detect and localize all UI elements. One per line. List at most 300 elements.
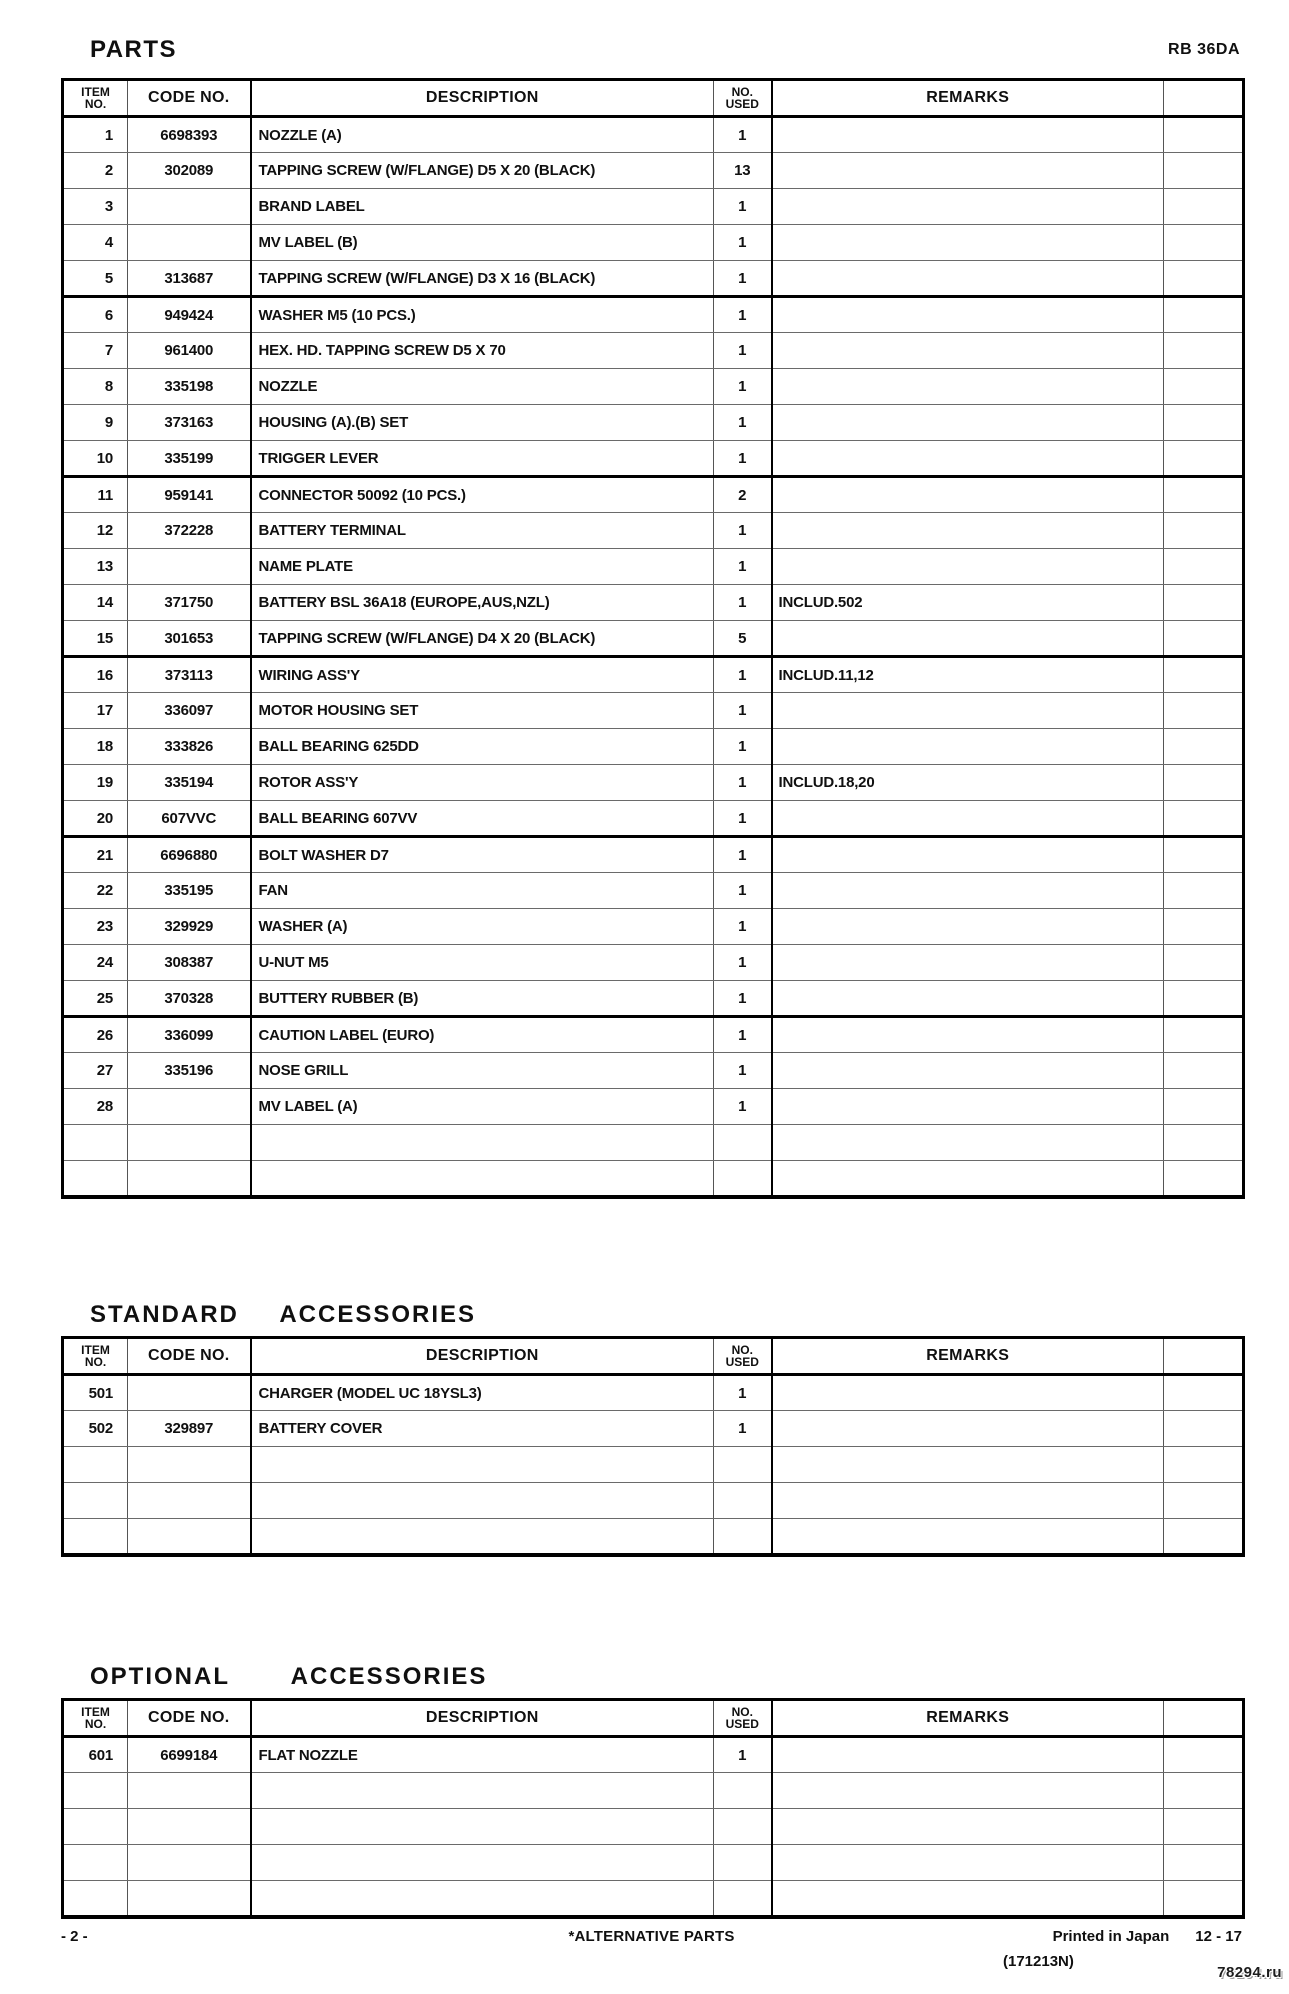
table-row	[63, 153, 1244, 189]
extra-cell	[1164, 801, 1244, 837]
item-cell: 10	[63, 441, 128, 477]
used-cell: 1	[714, 369, 772, 405]
item-cell: 502	[63, 1411, 128, 1447]
extra-header	[1164, 1338, 1244, 1375]
item-cell: 14	[63, 585, 128, 621]
table-row	[63, 549, 1244, 585]
item-cell: 2	[63, 153, 128, 189]
desc-cell: MOTOR HOUSING SET	[251, 693, 714, 729]
code-cell	[128, 1161, 251, 1197]
used-header-line2: USED	[725, 1355, 759, 1369]
desc-cell	[251, 1809, 714, 1845]
description-header: DESCRIPTION	[251, 1338, 714, 1375]
desc-cell: NOZZLE (A)	[251, 117, 714, 153]
code-cell: 329897	[128, 1411, 251, 1447]
desc-cell: TRIGGER LEVER	[251, 441, 714, 477]
code-cell: 336097	[128, 693, 251, 729]
page-title: PARTS	[90, 36, 178, 63]
table-row	[63, 909, 1244, 945]
extra-cell	[1164, 549, 1244, 585]
code-cell: 335199	[128, 441, 251, 477]
desc-cell: MV LABEL (B)	[251, 225, 714, 261]
code-cell	[128, 1773, 251, 1809]
code-cell	[128, 1483, 251, 1519]
remarks-cell	[772, 261, 1164, 297]
code-cell: 607VVC	[128, 801, 251, 837]
table-row	[63, 1411, 1244, 1447]
code-cell: 335194	[128, 765, 251, 801]
remarks-cell	[772, 477, 1164, 513]
used-header-line2: USED	[725, 1717, 759, 1731]
used-header-line1: NO.	[731, 84, 753, 99]
item-cell	[63, 1161, 128, 1197]
used-cell	[714, 1809, 772, 1845]
table-row	[63, 297, 1244, 333]
table-row	[63, 477, 1244, 513]
used-cell: 1	[714, 981, 772, 1017]
code-cell: 335198	[128, 369, 251, 405]
remarks-cell	[772, 153, 1164, 189]
used-header-line1: NO.	[731, 1704, 753, 1719]
item-cell: 16	[63, 657, 128, 693]
desc-cell: CONNECTOR 50092 (10 PCS.)	[251, 477, 714, 513]
table-row	[63, 945, 1244, 981]
desc-cell: WASHER (A)	[251, 909, 714, 945]
header-row	[63, 1700, 1244, 1737]
item-cell	[63, 1519, 128, 1555]
header-row	[63, 80, 1244, 117]
optional-table-header	[63, 1700, 1244, 1737]
remarks-cell	[772, 693, 1164, 729]
used-cell: 1	[714, 729, 772, 765]
table-row	[63, 981, 1244, 1017]
used-cell	[714, 1483, 772, 1519]
used-cell	[714, 1773, 772, 1809]
remarks-cell	[772, 117, 1164, 153]
table-row	[63, 441, 1244, 477]
remarks-cell	[772, 873, 1164, 909]
used-cell: 1	[714, 189, 772, 225]
used-cell	[714, 1845, 772, 1881]
desc-cell: NOZZLE	[251, 369, 714, 405]
code-cell: 373163	[128, 405, 251, 441]
code-cell	[128, 1375, 251, 1411]
remarks-cell: INCLUD.18,20	[772, 765, 1164, 801]
used-cell: 1	[714, 333, 772, 369]
desc-cell: BOLT WASHER D7	[251, 837, 714, 873]
item-cell: 25	[63, 981, 128, 1017]
used-cell: 5	[714, 621, 772, 657]
extra-cell	[1164, 945, 1244, 981]
optional-accessories-title: OPTIONAL ACCESSORIES	[90, 1663, 488, 1690]
extra-cell	[1164, 1411, 1244, 1447]
used-cell: 1	[714, 765, 772, 801]
used-cell: 1	[714, 117, 772, 153]
table-row	[63, 225, 1244, 261]
used-cell: 1	[714, 1375, 772, 1411]
desc-cell: NOSE GRILL	[251, 1053, 714, 1089]
item-cell: 11	[63, 477, 128, 513]
table-row	[63, 621, 1244, 657]
extra-cell	[1164, 153, 1244, 189]
item-cell: 19	[63, 765, 128, 801]
item-cell	[63, 1773, 128, 1809]
code-cell: 371750	[128, 585, 251, 621]
item-cell: 20	[63, 801, 128, 837]
table-row	[63, 765, 1244, 801]
item-cell: 13	[63, 549, 128, 585]
extra-cell	[1164, 729, 1244, 765]
item-cell	[63, 1881, 128, 1917]
used-cell: 1	[714, 1017, 772, 1053]
extra-cell	[1164, 1125, 1244, 1161]
table-row	[63, 729, 1244, 765]
item-cell: 7	[63, 333, 128, 369]
table-row	[63, 585, 1244, 621]
remarks-header: REMARKS	[772, 1338, 1164, 1375]
desc-cell: TAPPING SCREW (W/FLANGE) D3 X 16 (BLACK)	[251, 261, 714, 297]
used-cell	[714, 1161, 772, 1197]
extra-header	[1164, 1700, 1244, 1737]
table-row	[63, 657, 1244, 693]
used-cell: 1	[714, 549, 772, 585]
header-row	[63, 1338, 1244, 1375]
item-cell	[63, 1447, 128, 1483]
extra-cell	[1164, 837, 1244, 873]
used-cell: 1	[714, 1053, 772, 1089]
item-cell: 18	[63, 729, 128, 765]
used-cell: 13	[714, 153, 772, 189]
optional-accessories-table	[61, 1698, 1245, 1919]
used-cell	[714, 1519, 772, 1555]
item-cell: 17	[63, 693, 128, 729]
item-cell: 26	[63, 1017, 128, 1053]
remarks-cell	[772, 1845, 1164, 1881]
code-cell	[128, 189, 251, 225]
remarks-cell	[772, 1125, 1164, 1161]
remarks-cell	[772, 1737, 1164, 1773]
extra-cell	[1164, 1483, 1244, 1519]
code-cell: 6699184	[128, 1737, 251, 1773]
page-number: - 2 -	[61, 1928, 88, 1945]
code-cell: 372228	[128, 513, 251, 549]
code-no-header: CODE NO.	[128, 1700, 251, 1737]
extra-cell	[1164, 117, 1244, 153]
desc-cell: CAUTION LABEL (EURO)	[251, 1017, 714, 1053]
no-used-header	[714, 1338, 772, 1375]
remarks-cell	[772, 1375, 1164, 1411]
remarks-cell	[772, 405, 1164, 441]
alternative-parts-note: *ALTERNATIVE PARTS	[568, 1928, 735, 1945]
remarks-cell	[772, 1519, 1164, 1555]
item-cell: 27	[63, 1053, 128, 1089]
item-cell	[63, 1125, 128, 1161]
used-cell: 1	[714, 801, 772, 837]
desc-cell: HOUSING (A).(B) SET	[251, 405, 714, 441]
item-cell: 21	[63, 837, 128, 873]
item-cell: 12	[63, 513, 128, 549]
used-cell: 1	[714, 873, 772, 909]
remarks-cell	[772, 909, 1164, 945]
description-header: DESCRIPTION	[251, 1700, 714, 1737]
used-cell: 1	[714, 837, 772, 873]
item-header-line2: NO.	[84, 1717, 107, 1731]
code-cell	[128, 1447, 251, 1483]
used-cell: 1	[714, 585, 772, 621]
extra-cell	[1164, 909, 1244, 945]
desc-cell: BUTTERY RUBBER (B)	[251, 981, 714, 1017]
code-cell: 335196	[128, 1053, 251, 1089]
desc-cell: U-NUT M5	[251, 945, 714, 981]
item-header-line1: ITEM	[81, 1342, 110, 1357]
desc-cell	[251, 1773, 714, 1809]
used-cell: 1	[714, 657, 772, 693]
desc-cell: TAPPING SCREW (W/FLANGE) D4 X 20 (BLACK)	[251, 621, 714, 657]
item-cell	[63, 1809, 128, 1845]
remarks-cell	[772, 1053, 1164, 1089]
item-cell: 22	[63, 873, 128, 909]
item-no-header	[63, 1338, 128, 1375]
extra-cell	[1164, 657, 1244, 693]
code-cell	[128, 549, 251, 585]
used-cell	[714, 1447, 772, 1483]
table-row	[63, 333, 1244, 369]
standard-table-header	[63, 1338, 1244, 1375]
extra-cell	[1164, 1773, 1244, 1809]
table-row	[63, 1737, 1244, 1773]
remarks-cell	[772, 945, 1164, 981]
used-cell: 1	[714, 225, 772, 261]
extra-cell	[1164, 621, 1244, 657]
code-no-header: CODE NO.	[128, 1338, 251, 1375]
revision-code: (171213N)	[1003, 1953, 1074, 1970]
remarks-cell	[772, 1161, 1164, 1197]
table-row	[63, 1809, 1244, 1845]
remarks-cell	[772, 549, 1164, 585]
desc-cell: WIRING ASS'Y	[251, 657, 714, 693]
item-cell: 9	[63, 405, 128, 441]
code-cell: 949424	[128, 297, 251, 333]
item-cell: 24	[63, 945, 128, 981]
used-cell: 2	[714, 477, 772, 513]
extra-cell	[1164, 693, 1244, 729]
extra-cell	[1164, 873, 1244, 909]
code-cell: 373113	[128, 657, 251, 693]
extra-cell	[1164, 585, 1244, 621]
table-row	[63, 1483, 1244, 1519]
extra-cell	[1164, 225, 1244, 261]
used-header-line1: NO.	[731, 1342, 753, 1357]
used-cell	[714, 1125, 772, 1161]
page-footer	[61, 1928, 1242, 1948]
extra-cell	[1164, 765, 1244, 801]
item-cell: 15	[63, 621, 128, 657]
parts-table-header	[63, 80, 1244, 117]
table-row	[63, 117, 1244, 153]
code-cell: 329929	[128, 909, 251, 945]
no-used-header	[714, 1700, 772, 1737]
item-cell: 5	[63, 261, 128, 297]
code-no-header: CODE NO.	[128, 80, 251, 117]
remarks-cell	[772, 297, 1164, 333]
desc-cell: FAN	[251, 873, 714, 909]
remarks-cell	[772, 513, 1164, 549]
extra-cell	[1164, 1519, 1244, 1555]
item-cell: 23	[63, 909, 128, 945]
table-row	[63, 261, 1244, 297]
desc-cell: HEX. HD. TAPPING SCREW D5 X 70	[251, 333, 714, 369]
remarks-cell	[772, 369, 1164, 405]
desc-cell: WASHER M5 (10 PCS.)	[251, 297, 714, 333]
code-cell: 336099	[128, 1017, 251, 1053]
extra-cell	[1164, 333, 1244, 369]
table-row	[63, 1375, 1244, 1411]
code-cell: 335195	[128, 873, 251, 909]
item-header-line1: ITEM	[81, 84, 110, 99]
standard-accessories-table	[61, 1336, 1245, 1557]
extra-cell	[1164, 1447, 1244, 1483]
remarks-cell	[772, 333, 1164, 369]
desc-cell: BALL BEARING 625DD	[251, 729, 714, 765]
desc-cell: CHARGER (MODEL UC 18YSL3)	[251, 1375, 714, 1411]
code-cell	[128, 1089, 251, 1125]
code-cell: 961400	[128, 333, 251, 369]
remarks-cell	[772, 1881, 1164, 1917]
extra-cell	[1164, 981, 1244, 1017]
desc-cell	[251, 1519, 714, 1555]
extra-cell	[1164, 369, 1244, 405]
extra-cell	[1164, 1737, 1244, 1773]
item-cell: 6	[63, 297, 128, 333]
remarks-cell	[772, 189, 1164, 225]
no-used-header	[714, 80, 772, 117]
code-cell	[128, 1519, 251, 1555]
used-cell	[714, 1881, 772, 1917]
parts-table	[61, 78, 1245, 1199]
used-header-line2: USED	[725, 97, 759, 111]
code-cell: 6698393	[128, 117, 251, 153]
table-row	[63, 801, 1244, 837]
extra-cell	[1164, 513, 1244, 549]
desc-cell: BATTERY BSL 36A18 (EUROPE,AUS,NZL)	[251, 585, 714, 621]
table-row	[63, 405, 1244, 441]
desc-cell: BALL BEARING 607VV	[251, 801, 714, 837]
table-row	[63, 1845, 1244, 1881]
extra-cell	[1164, 1809, 1244, 1845]
extra-cell	[1164, 477, 1244, 513]
desc-cell: NAME PLATE	[251, 549, 714, 585]
item-cell: 28	[63, 1089, 128, 1125]
table-row	[63, 189, 1244, 225]
desc-cell: BRAND LABEL	[251, 189, 714, 225]
desc-cell	[251, 1161, 714, 1197]
model-label: RB 36DA	[1168, 41, 1240, 58]
desc-cell: BATTERY COVER	[251, 1411, 714, 1447]
used-cell: 1	[714, 261, 772, 297]
desc-cell	[251, 1483, 714, 1519]
remarks-cell	[772, 1809, 1164, 1845]
desc-cell	[251, 1845, 714, 1881]
extra-cell	[1164, 1053, 1244, 1089]
table-row	[63, 513, 1244, 549]
item-header-line2: NO.	[84, 1355, 107, 1369]
desc-cell: TAPPING SCREW (W/FLANGE) D5 X 20 (BLACK)	[251, 153, 714, 189]
remarks-cell	[772, 837, 1164, 873]
used-cell: 1	[714, 1737, 772, 1773]
code-cell: 959141	[128, 477, 251, 513]
table-row	[63, 1017, 1244, 1053]
table-row	[63, 1089, 1244, 1125]
extra-cell	[1164, 1017, 1244, 1053]
table-row	[63, 369, 1244, 405]
remarks-cell	[772, 1773, 1164, 1809]
extra-cell	[1164, 441, 1244, 477]
desc-cell: BATTERY TERMINAL	[251, 513, 714, 549]
extra-cell	[1164, 1375, 1244, 1411]
remarks-cell	[772, 621, 1164, 657]
used-cell: 1	[714, 405, 772, 441]
remarks-cell	[772, 729, 1164, 765]
code-cell: 333826	[128, 729, 251, 765]
table-row	[63, 1773, 1244, 1809]
item-cell	[63, 1483, 128, 1519]
table-row	[63, 1161, 1244, 1197]
description-header: DESCRIPTION	[251, 80, 714, 117]
remarks-cell	[772, 1447, 1164, 1483]
extra-cell	[1164, 1161, 1244, 1197]
item-header-line2: NO.	[84, 97, 107, 111]
extra-cell	[1164, 189, 1244, 225]
code-cell: 313687	[128, 261, 251, 297]
item-cell: 3	[63, 189, 128, 225]
table-row	[63, 1519, 1244, 1555]
printed-in-japan	[1053, 1928, 1242, 1945]
table-row	[63, 873, 1244, 909]
extra-cell	[1164, 297, 1244, 333]
used-cell: 1	[714, 441, 772, 477]
code-cell: 6696880	[128, 837, 251, 873]
extra-cell	[1164, 405, 1244, 441]
code-cell	[128, 225, 251, 261]
desc-cell	[251, 1125, 714, 1161]
used-cell: 1	[714, 513, 772, 549]
item-no-header	[63, 1700, 128, 1737]
remarks-cell	[772, 441, 1164, 477]
remarks-cell: INCLUD.502	[772, 585, 1164, 621]
item-cell	[63, 1845, 128, 1881]
item-cell: 1	[63, 117, 128, 153]
table-row	[63, 1881, 1244, 1917]
table-row	[63, 837, 1244, 873]
extra-cell	[1164, 261, 1244, 297]
remarks-cell	[772, 801, 1164, 837]
table-row	[63, 693, 1244, 729]
item-cell: 4	[63, 225, 128, 261]
used-cell: 1	[714, 909, 772, 945]
item-no-header	[63, 80, 128, 117]
standard-accessories-title: STANDARD ACCESSORIES	[90, 1301, 477, 1328]
watermark: 78294.ru	[1217, 1964, 1282, 1981]
code-cell: 302089	[128, 153, 251, 189]
item-cell: 601	[63, 1737, 128, 1773]
desc-cell: FLAT NOZZLE	[251, 1737, 714, 1773]
remarks-cell	[772, 1411, 1164, 1447]
remarks-cell: INCLUD.11,12	[772, 657, 1164, 693]
remarks-cell	[772, 225, 1164, 261]
date-code: 12 - 17	[1195, 1928, 1242, 1945]
code-cell	[128, 1809, 251, 1845]
code-cell	[128, 1881, 251, 1917]
